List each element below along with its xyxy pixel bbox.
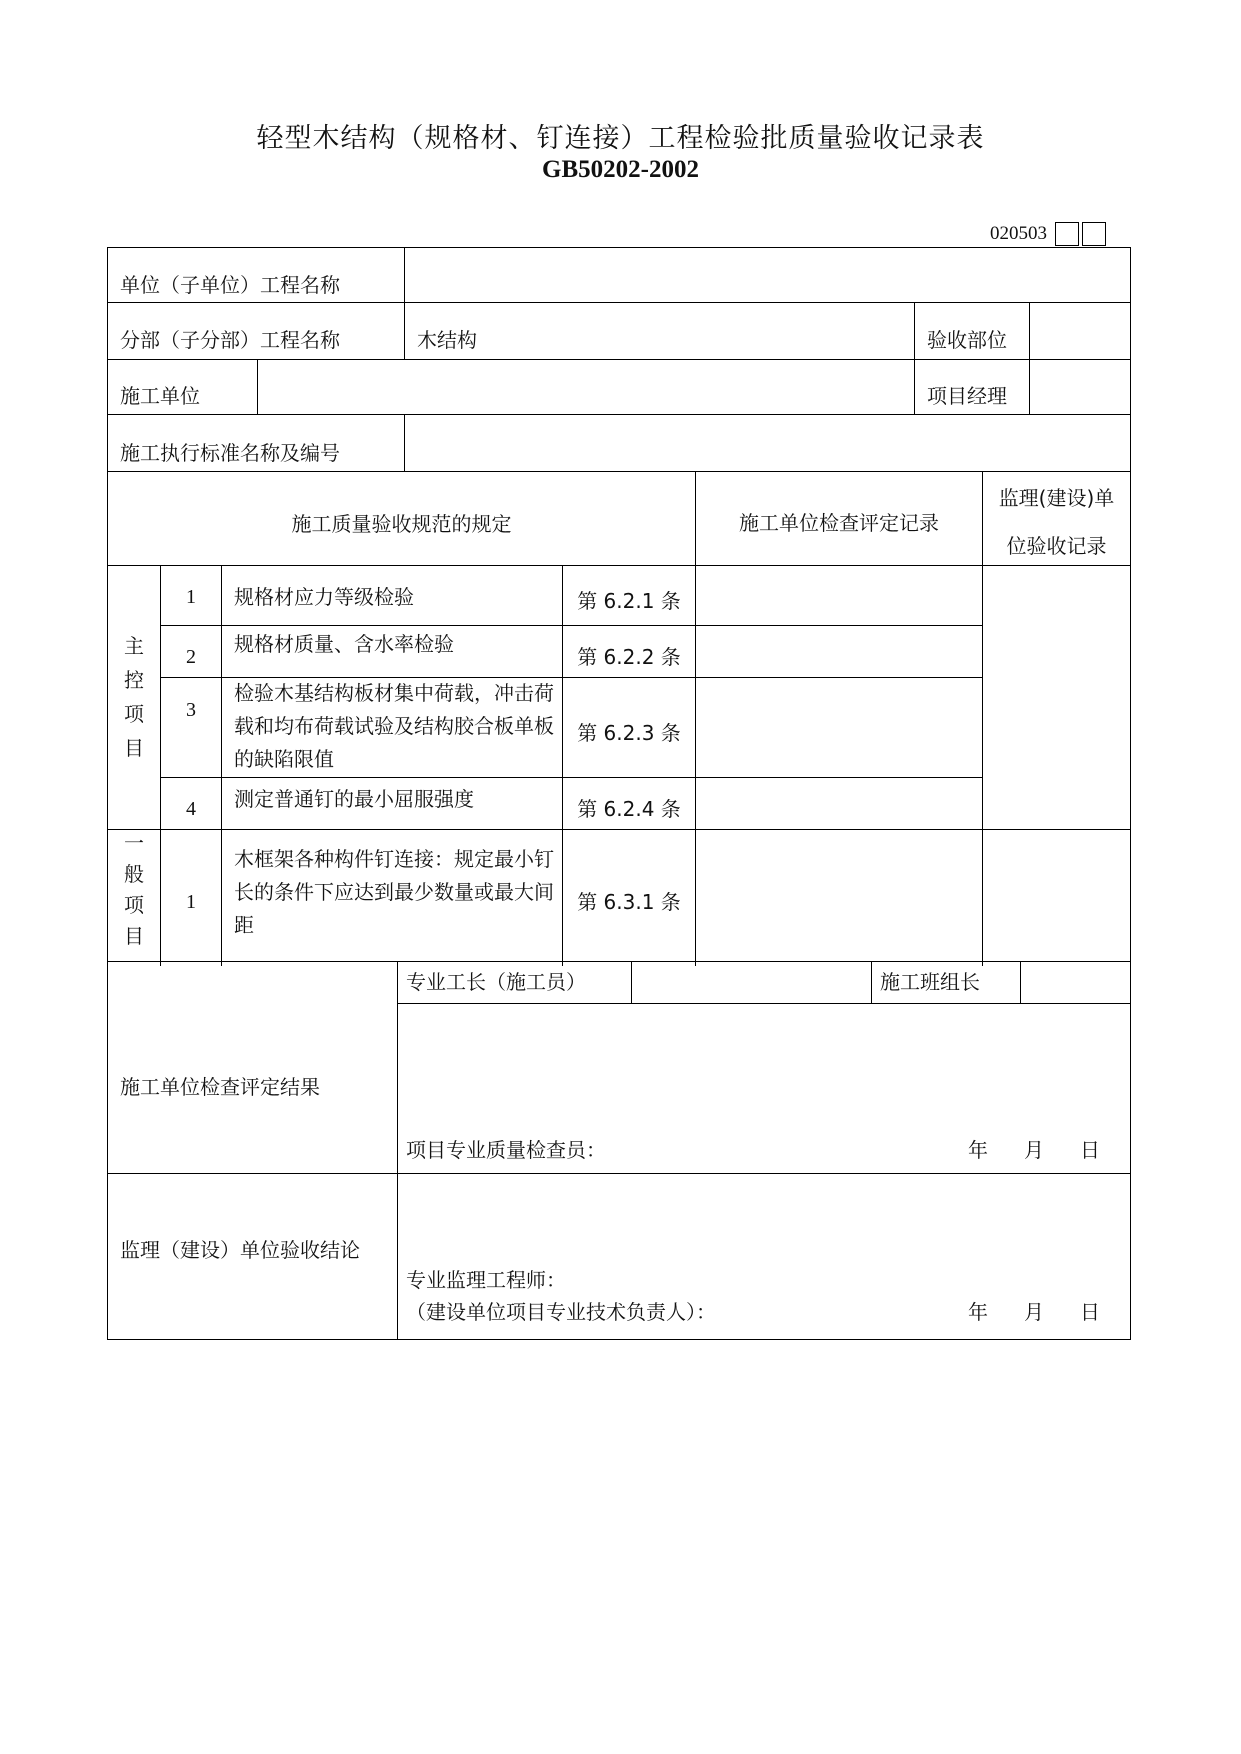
form-code-box-2[interactable] <box>1082 222 1106 246</box>
unit-project-label: 单位（子单位）工程名称 <box>120 273 340 297</box>
spec-column-header: 施工质量验收规范的规定 <box>291 512 512 536</box>
form-code-text: 020503 <box>990 223 1047 244</box>
foreman-label: 专业工长（施工员） <box>406 970 586 994</box>
form-title: 轻型木结构（规格材、钉连接）工程检验批质量验收记录表 <box>256 123 985 154</box>
main-item-3-text: 检验木基结构板材集中荷载，冲击荷载和均布荷载试验及结构胶合板单板的缺陷限值 <box>234 681 554 771</box>
contractor-date-year: 年 <box>968 1138 988 1162</box>
main-item-3-clause: 第 6.2.3 条 <box>577 721 681 745</box>
sub-project-label: 分部（子分部）工程名称 <box>120 328 340 352</box>
supervisor-date-day: 日 <box>1080 1300 1100 1324</box>
border-left <box>107 247 108 1340</box>
main-item-4-clause: 第 6.2.4 条 <box>577 797 681 821</box>
main-item-4-no: 4 <box>186 798 196 820</box>
contractor-label: 施工单位 <box>120 384 200 408</box>
contractor-date-month: 月 <box>1024 1138 1044 1162</box>
main-item-2-clause: 第 6.2.2 条 <box>577 645 681 669</box>
general-items-label: 一般项目 <box>124 831 144 948</box>
contractor-result-label: 施工单位检查评定结果 <box>120 1075 320 1099</box>
supervisor-date-month: 月 <box>1024 1300 1044 1324</box>
form-code <box>990 221 1106 247</box>
supervising-engineer-label: 专业监理工程师： <box>406 1268 566 1292</box>
contractor-result-field[interactable] <box>406 1012 1122 1112</box>
general-item-1-text: 木框架各种构件钉连接：规定最小钉长的条件下应达到最少数量或最大间距 <box>234 847 554 937</box>
main-control-label: 主控项目 <box>124 634 144 760</box>
main-item-1-clause: 第 6.2.1 条 <box>577 589 681 613</box>
supervisor-date-year: 年 <box>968 1300 988 1324</box>
standard-code: GB50202-2002 <box>542 156 699 183</box>
sub-project-field[interactable]: 木结构 <box>417 328 477 352</box>
border-right <box>1130 247 1131 1340</box>
border-top <box>107 247 1131 248</box>
main-item-2-text: 规格材质量、含水率检验 <box>234 632 454 656</box>
general-item-1-no: 1 <box>186 891 196 913</box>
acceptance-part-label: 验收部位 <box>927 328 1007 352</box>
contractor-date-day: 日 <box>1080 1138 1100 1162</box>
main-item-2-no: 2 <box>186 646 196 668</box>
main-item-1-no: 1 <box>186 586 196 608</box>
supervisor-record-header-line2: 位验收记录 <box>1006 534 1107 558</box>
main-item-4-text: 测定普通钉的最小屈服强度 <box>234 787 474 811</box>
border-bottom <box>107 1339 1131 1340</box>
form-code-box-1[interactable] <box>1055 222 1079 246</box>
team-leader-label: 施工班组长 <box>880 970 980 994</box>
main-item-3-no: 3 <box>186 699 196 721</box>
supervisor-conclusion-label: 监理（建设）单位验收结论 <box>120 1238 360 1262</box>
project-manager-label: 项目经理 <box>927 384 1007 408</box>
supervisor-record-header-line1: 监理(建设)单 <box>998 486 1115 510</box>
contractor-record-column-header: 施工单位检查评定记录 <box>739 511 939 535</box>
supervisor-conclusion-field[interactable] <box>406 1184 1122 1264</box>
quality-inspector-label: 项目专业质量检查员： <box>406 1138 606 1162</box>
standard-label: 施工执行标准名称及编号 <box>120 441 340 465</box>
owner-tech-lead-label: （建设单位项目专业技术负责人）： <box>406 1300 716 1324</box>
main-item-1-text: 规格材应力等级检验 <box>234 585 414 609</box>
general-item-1-clause: 第 6.3.1 条 <box>577 890 681 914</box>
